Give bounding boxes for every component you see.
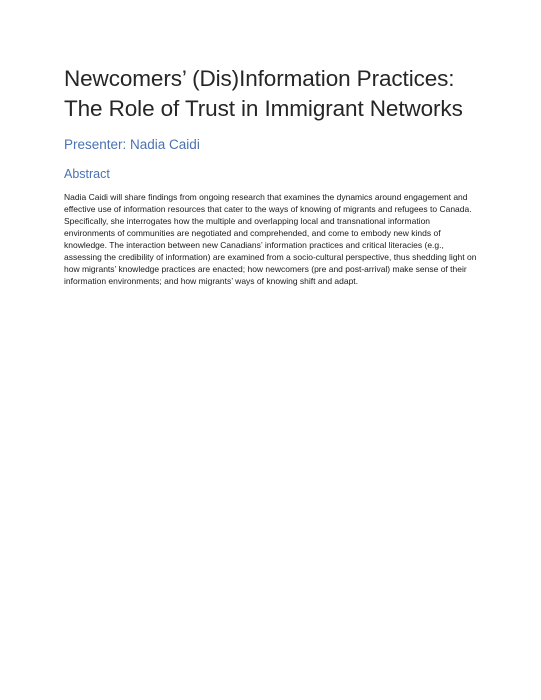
document-content [64, 64, 480, 287]
document-title-line-1: Newcomers’ (Dis)Information Practices: [64, 66, 455, 91]
document-title [64, 64, 480, 124]
abstract-text: Nadia Caidi will share findings from ongoing research that examines the dynamics around engagement and effective use of information resources that cater to the ways of knowing of migrants and refugees to Canada. Specifically, she interrogates how the multiple and overlapping local and transnational information environments of communities are negotiated and comprehended, and come to embody new kinds of knowledge. The interaction between new Canadians’ information practices and critical literacies (e.g., assessing the credibility of information) are examined from a socio-cultural perspective, thus shedding light on how migrants’ knowledge practices are enacted; how newcomers (pre and post-arrival) make sense of their information environments; and how migrants’ ways of knowing shift and adapt. [64, 192, 477, 286]
presenter-line: Presenter: Nadia Caidi [64, 137, 200, 152]
document-title-line-2: The Role of Trust in Immigrant Networks [64, 96, 463, 121]
abstract-heading: Abstract [64, 167, 110, 181]
